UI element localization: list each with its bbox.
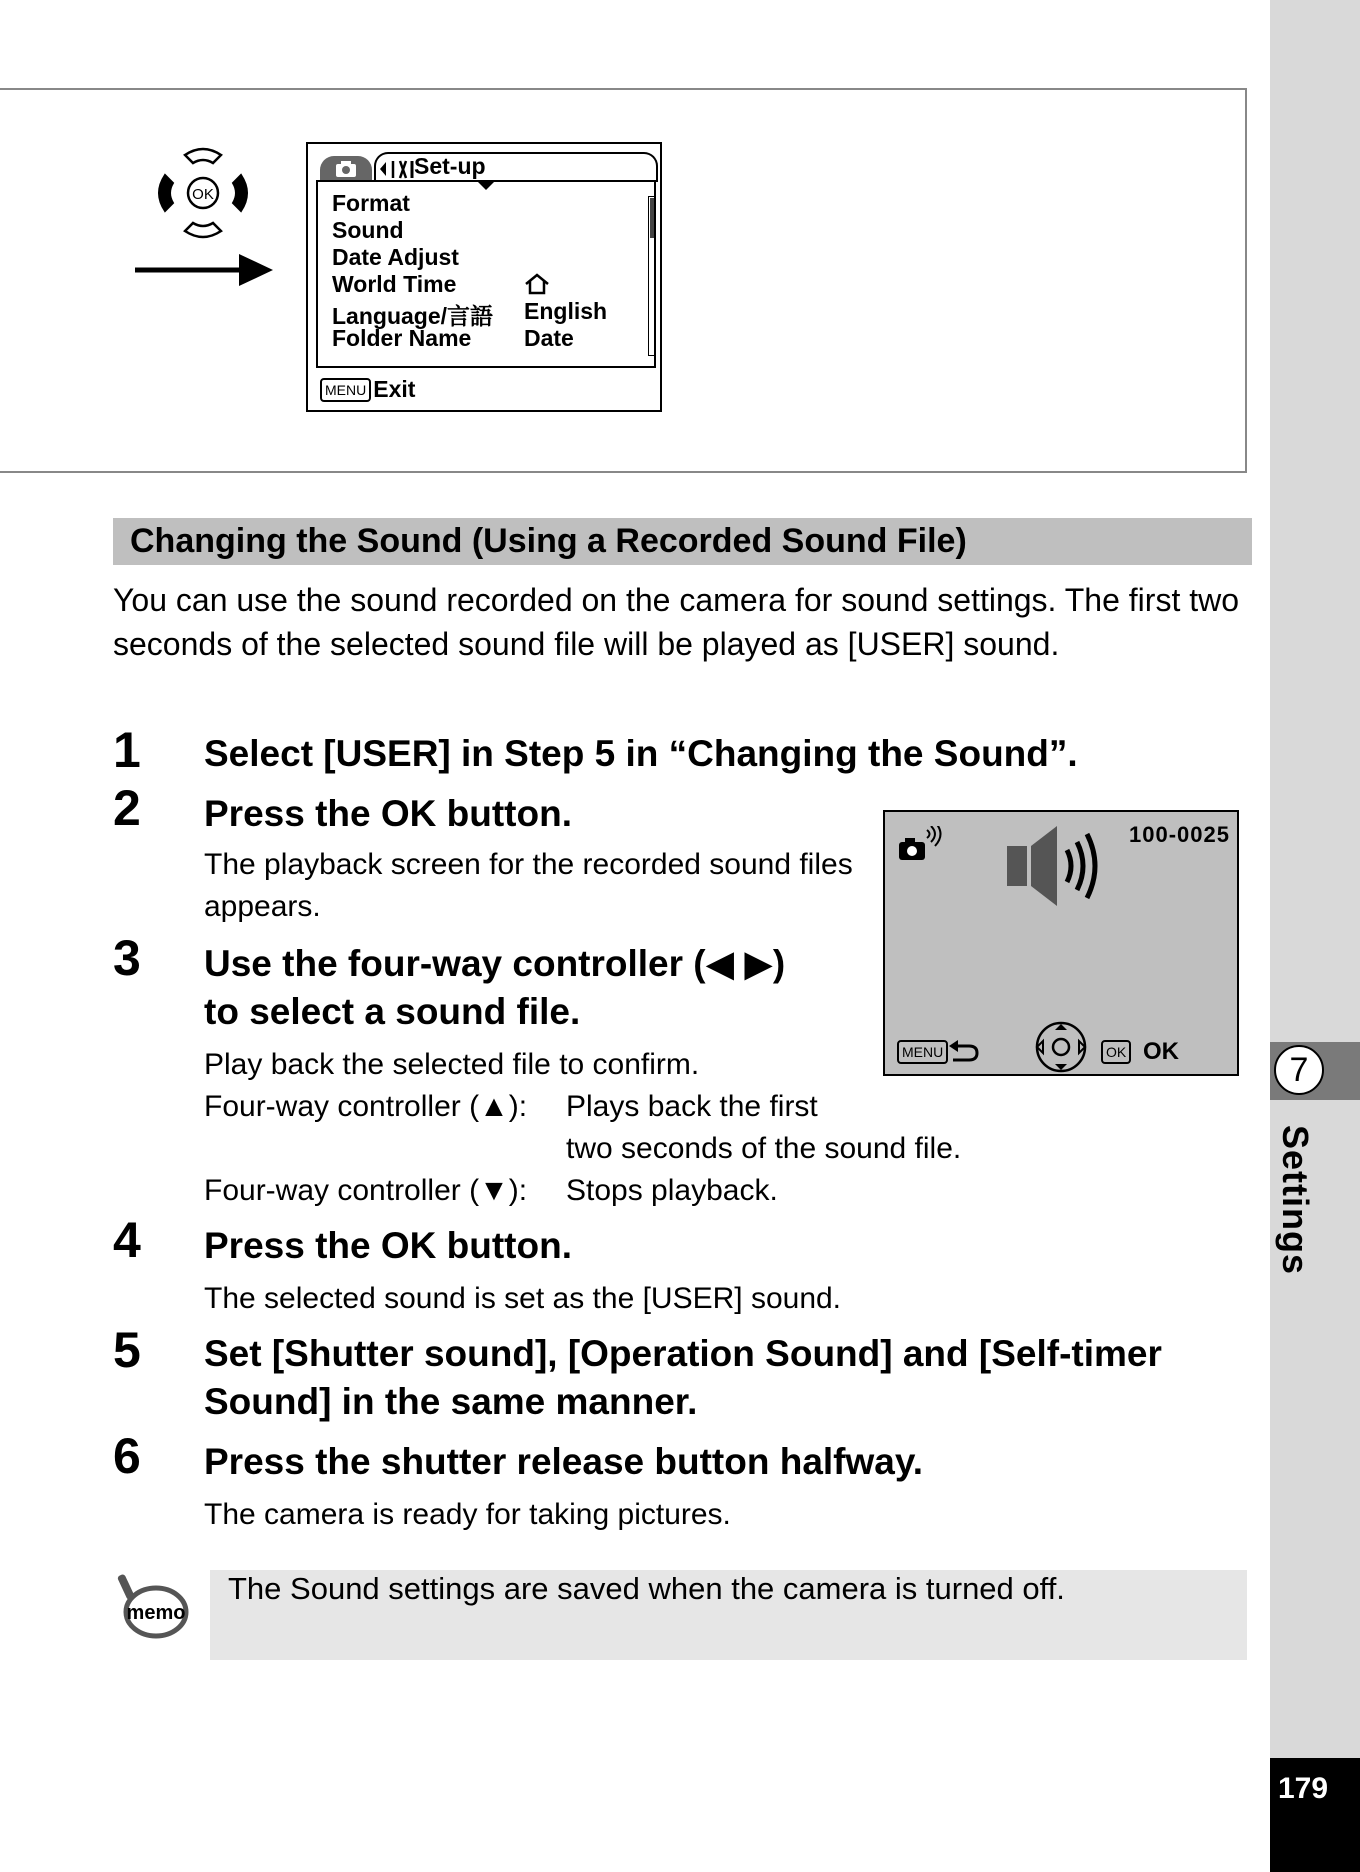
step-heading: Press the OK button. [204, 1225, 572, 1266]
four-way-controller-icon [1033, 1020, 1089, 1074]
memo-icon [116, 1572, 190, 1640]
step-heading: Sound] in the same manner. [204, 1381, 698, 1422]
memo-icon-label: memo [126, 1602, 186, 1624]
four-way-controller-icon [155, 145, 251, 241]
menu-title: Set-up [414, 153, 486, 179]
tools-icon [378, 158, 418, 180]
menu-item[interactable]: Sound [332, 217, 404, 243]
step-heading: Use the four-way controller (◀ ▶) [204, 943, 786, 984]
camera-sound-icon [897, 826, 945, 866]
exit-label: Exit [373, 376, 416, 402]
controller-down-desc: Stops playback. [566, 1174, 778, 1207]
step-number: 1 [113, 722, 141, 778]
setup-menu-screen [306, 142, 662, 412]
menu-item[interactable]: Date Adjust [332, 244, 459, 270]
menu-list [316, 180, 656, 368]
menu-scrollbar[interactable] [648, 196, 656, 356]
chapter-number: 7 [1274, 1045, 1324, 1095]
page-number: 179 [1278, 1772, 1329, 1805]
menu-key-icon: MENU [897, 1040, 948, 1064]
step-number: 2 [113, 780, 141, 836]
playback-screen [883, 810, 1239, 1076]
step-body: Play back the selected file to confirm. [204, 1048, 700, 1081]
scrollbar-thumb[interactable] [650, 198, 654, 238]
menu-item[interactable]: Folder Name Date [332, 325, 574, 351]
menu-item[interactable]: Language/言語 English [332, 298, 608, 329]
step-heading: Press the shutter release button halfway. [204, 1441, 923, 1482]
back-arrow-icon [947, 1038, 979, 1064]
camera-tab [320, 156, 372, 182]
step-number: 5 [113, 1322, 141, 1378]
controller-up-desc: Plays back the first [566, 1090, 818, 1123]
step-number: 4 [113, 1212, 141, 1268]
step-heading: Select [USER] in Step 5 in “Changing the Sound”. [204, 733, 1078, 774]
controller-up-label: Four-way controller (▲): [204, 1090, 528, 1123]
ok-key-icon: OK [1101, 1040, 1131, 1064]
menu-item[interactable]: World Time [332, 271, 632, 299]
ok-button-label: OK [192, 186, 214, 203]
file-counter: 100-0025 [1129, 822, 1230, 847]
section-title: Changing the Sound (Using a Recorded Sound File) [130, 522, 967, 560]
intro-paragraph: You can use the sound recorded on the camera for sound settings. The first two seconds of the selected sound file will be played as [USER] sound. [113, 582, 1240, 662]
step-body: The playback screen for the recorded sound files appears. [204, 848, 853, 923]
controller-down-label: Four-way controller (▼): [204, 1174, 528, 1207]
side-tab-strip [1270, 0, 1360, 1872]
step-body: The camera is ready for taking pictures. [204, 1498, 731, 1531]
speaker-icon [1005, 820, 1105, 912]
menu-item[interactable]: Format [332, 190, 410, 216]
controller-up-desc: two seconds of the sound file. [566, 1132, 962, 1165]
camera-icon [320, 156, 372, 182]
menu-footer [320, 376, 520, 404]
menu-key-icon: MENU [320, 378, 371, 402]
step-heading: to select a sound file. [204, 991, 581, 1032]
right-arrow-icon [135, 250, 275, 290]
setup-tab [374, 152, 658, 182]
memo-text: The Sound settings are saved when the camera is turned off. [228, 1571, 1065, 1606]
ok-label: OK [1143, 1038, 1179, 1065]
step-heading: Set [Shutter sound], [Operation Sound] and [Self-timer [204, 1333, 1162, 1374]
step-body: The selected sound is set as the [USER] sound. [204, 1282, 842, 1315]
step-number: 3 [113, 930, 141, 986]
step-number: 6 [113, 1428, 141, 1484]
step-heading: Press the OK button. [204, 793, 572, 834]
chapter-label: Settings [1275, 1125, 1316, 1276]
home-icon [524, 273, 550, 295]
